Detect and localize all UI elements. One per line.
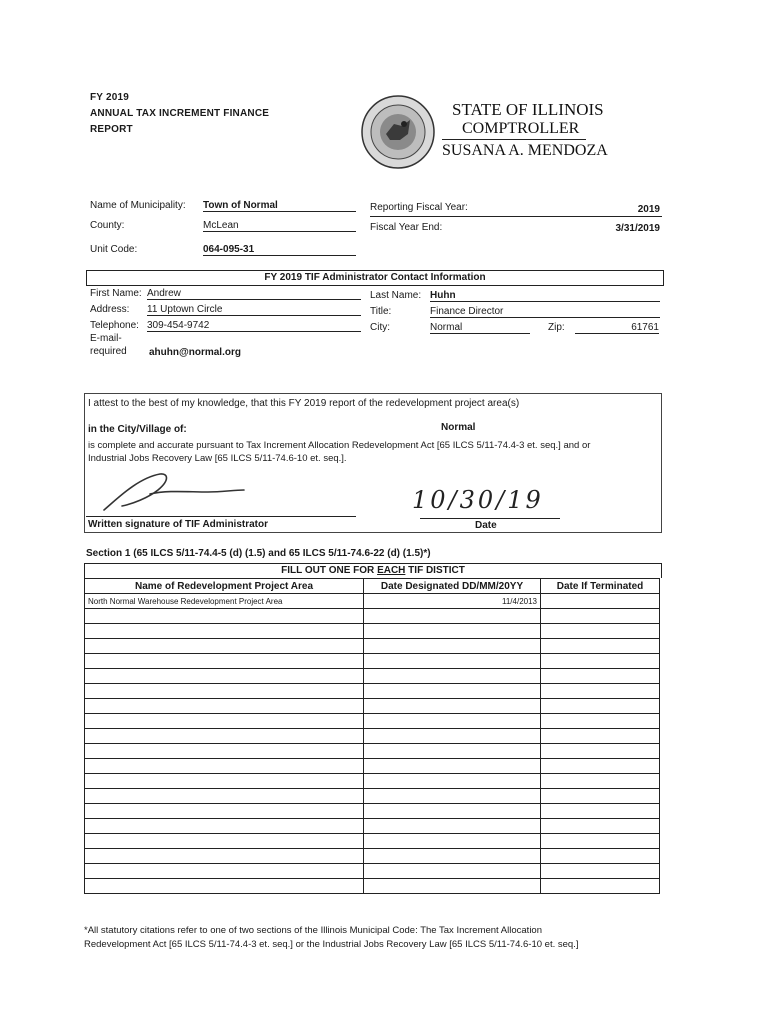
tif-district-table <box>84 578 660 894</box>
city-label: City: <box>370 322 390 333</box>
fill-out-instruction <box>84 563 662 578</box>
date-designated: 11/4/2013 <box>364 594 541 609</box>
table-row <box>85 879 660 894</box>
col-header-date-designated: Date Designated DD/MM/20YY <box>364 579 541 594</box>
fiscal-end-label: Fiscal Year End: <box>370 222 443 233</box>
municipality-name-value: Town of Normal <box>203 200 356 212</box>
address-value: 11 Uptown Circle <box>147 304 361 316</box>
signature-line <box>86 516 356 517</box>
footnote-line2: Redevelopment Act [65 ILCS 5/11-74.4-3 et. seq.] or the Industrial Jobs Recovery Law [65 ILCS 5/11-74.6-10 et. seq.] <box>84 939 579 950</box>
table-row <box>85 759 660 774</box>
table-row <box>85 699 660 714</box>
table-row <box>85 729 660 744</box>
reporting-year-label: Reporting Fiscal Year: <box>370 202 468 213</box>
table-row <box>85 609 660 624</box>
table-row <box>85 669 660 684</box>
email-value: ahuhn@normal.org <box>149 347 241 358</box>
administrator-signature <box>98 468 258 516</box>
signature-label: Written signature of TIF Administrator <box>88 519 269 530</box>
reporting-year-value: 2019 <box>637 204 660 215</box>
section1-heading: Section 1 (65 ILCS 5/11-74.4-5 (d) (1.5) and 65 ILCS 5/11-74.6-22 (d) (1.5)*) <box>86 548 431 559</box>
city-village-label: in the City/Village of: <box>88 424 187 435</box>
state-seal-icon <box>358 94 438 170</box>
fill-out-suffix: TIF DISTICT <box>405 565 465 576</box>
project-area-name: North Normal Warehouse Redevelopment Project Area <box>85 594 364 609</box>
unit-code-value: 064-095-31 <box>203 244 356 256</box>
title-label: Title: <box>370 306 392 317</box>
table-header-row <box>85 579 660 594</box>
table-row <box>85 834 660 849</box>
table-row <box>85 864 660 879</box>
email-label-line2: required <box>90 346 127 357</box>
county-value: McLean <box>203 220 356 232</box>
date-line <box>420 518 560 519</box>
city-value: Normal <box>430 322 530 334</box>
fill-out-prefix: FILL OUT ONE FOR <box>281 565 378 576</box>
table-row <box>85 744 660 759</box>
first-name-value: Andrew <box>147 288 361 300</box>
zip-value: 61761 <box>575 322 659 334</box>
table-row <box>85 804 660 819</box>
state-title: STATE OF ILLINOIS <box>452 100 604 119</box>
table-row <box>85 684 660 699</box>
date-terminated <box>541 594 660 609</box>
date-label: Date <box>475 520 497 531</box>
telephone-label: Telephone: <box>90 320 139 331</box>
table-row <box>85 789 660 804</box>
unit-code-label: Unit Code: <box>90 244 138 255</box>
attestation-line3: is complete and accurate pursuant to Tax Increment Allocation Redevelopment Act [65 ILCS 5/11-74.4-3 et. seq.] and or <box>88 440 591 451</box>
col-header-project-area: Name of Redevelopment Project Area <box>85 579 364 594</box>
first-name-label: First Name: <box>90 288 142 299</box>
report-title: ANNUAL TAX INCREMENT FINANCE <box>90 108 270 119</box>
telephone-value: 309-454-9742 <box>147 320 361 332</box>
footnote-line1: *All statutory citations refer to one of two sections of the Illinois Municipal Code: The Tax Increment Allocation <box>84 925 542 936</box>
municipality-name-label: Name of Municipality: <box>90 200 186 211</box>
table-row <box>85 654 660 669</box>
last-name-label: Last Name: <box>370 290 422 301</box>
county-label: County: <box>90 220 125 231</box>
table-row <box>85 639 660 654</box>
last-name-value: Huhn <box>430 290 660 302</box>
title-value: Finance Director <box>430 306 660 318</box>
report-year: FY 2019 <box>90 92 130 103</box>
table-row <box>85 714 660 729</box>
col-header-date-terminated: Date If Terminated <box>541 579 660 594</box>
fill-out-each: EACH <box>377 565 406 576</box>
attestation-line4: Industrial Jobs Recovery Law [65 ILCS 5/11-74.6-10 et. seq.]. <box>88 453 347 464</box>
table-row <box>85 774 660 789</box>
report-subtitle: REPORT <box>90 124 133 135</box>
attestation-line1: I attest to the best of my knowledge, that this FY 2019 report of the redevelopment project area(s) <box>88 398 520 409</box>
header-divider <box>442 139 586 140</box>
office-title: COMPTROLLER <box>462 120 580 137</box>
zip-label: Zip: <box>548 322 565 333</box>
reporting-year-line <box>370 216 662 217</box>
fiscal-end-value: 3/31/2019 <box>615 223 660 234</box>
table-row <box>85 819 660 834</box>
table-row <box>85 624 660 639</box>
comptroller-name: SUSANA A. MENDOZA <box>442 142 608 159</box>
table-row <box>85 594 660 609</box>
city-village-value: Normal <box>441 422 476 433</box>
address-label: Address: <box>90 304 130 315</box>
handwritten-date: 10/30/19 <box>412 486 544 514</box>
table-row <box>85 849 660 864</box>
email-label-line1: E-mail- <box>90 333 122 344</box>
contact-section-title: FY 2019 TIF Administrator Contact Information <box>86 270 664 286</box>
